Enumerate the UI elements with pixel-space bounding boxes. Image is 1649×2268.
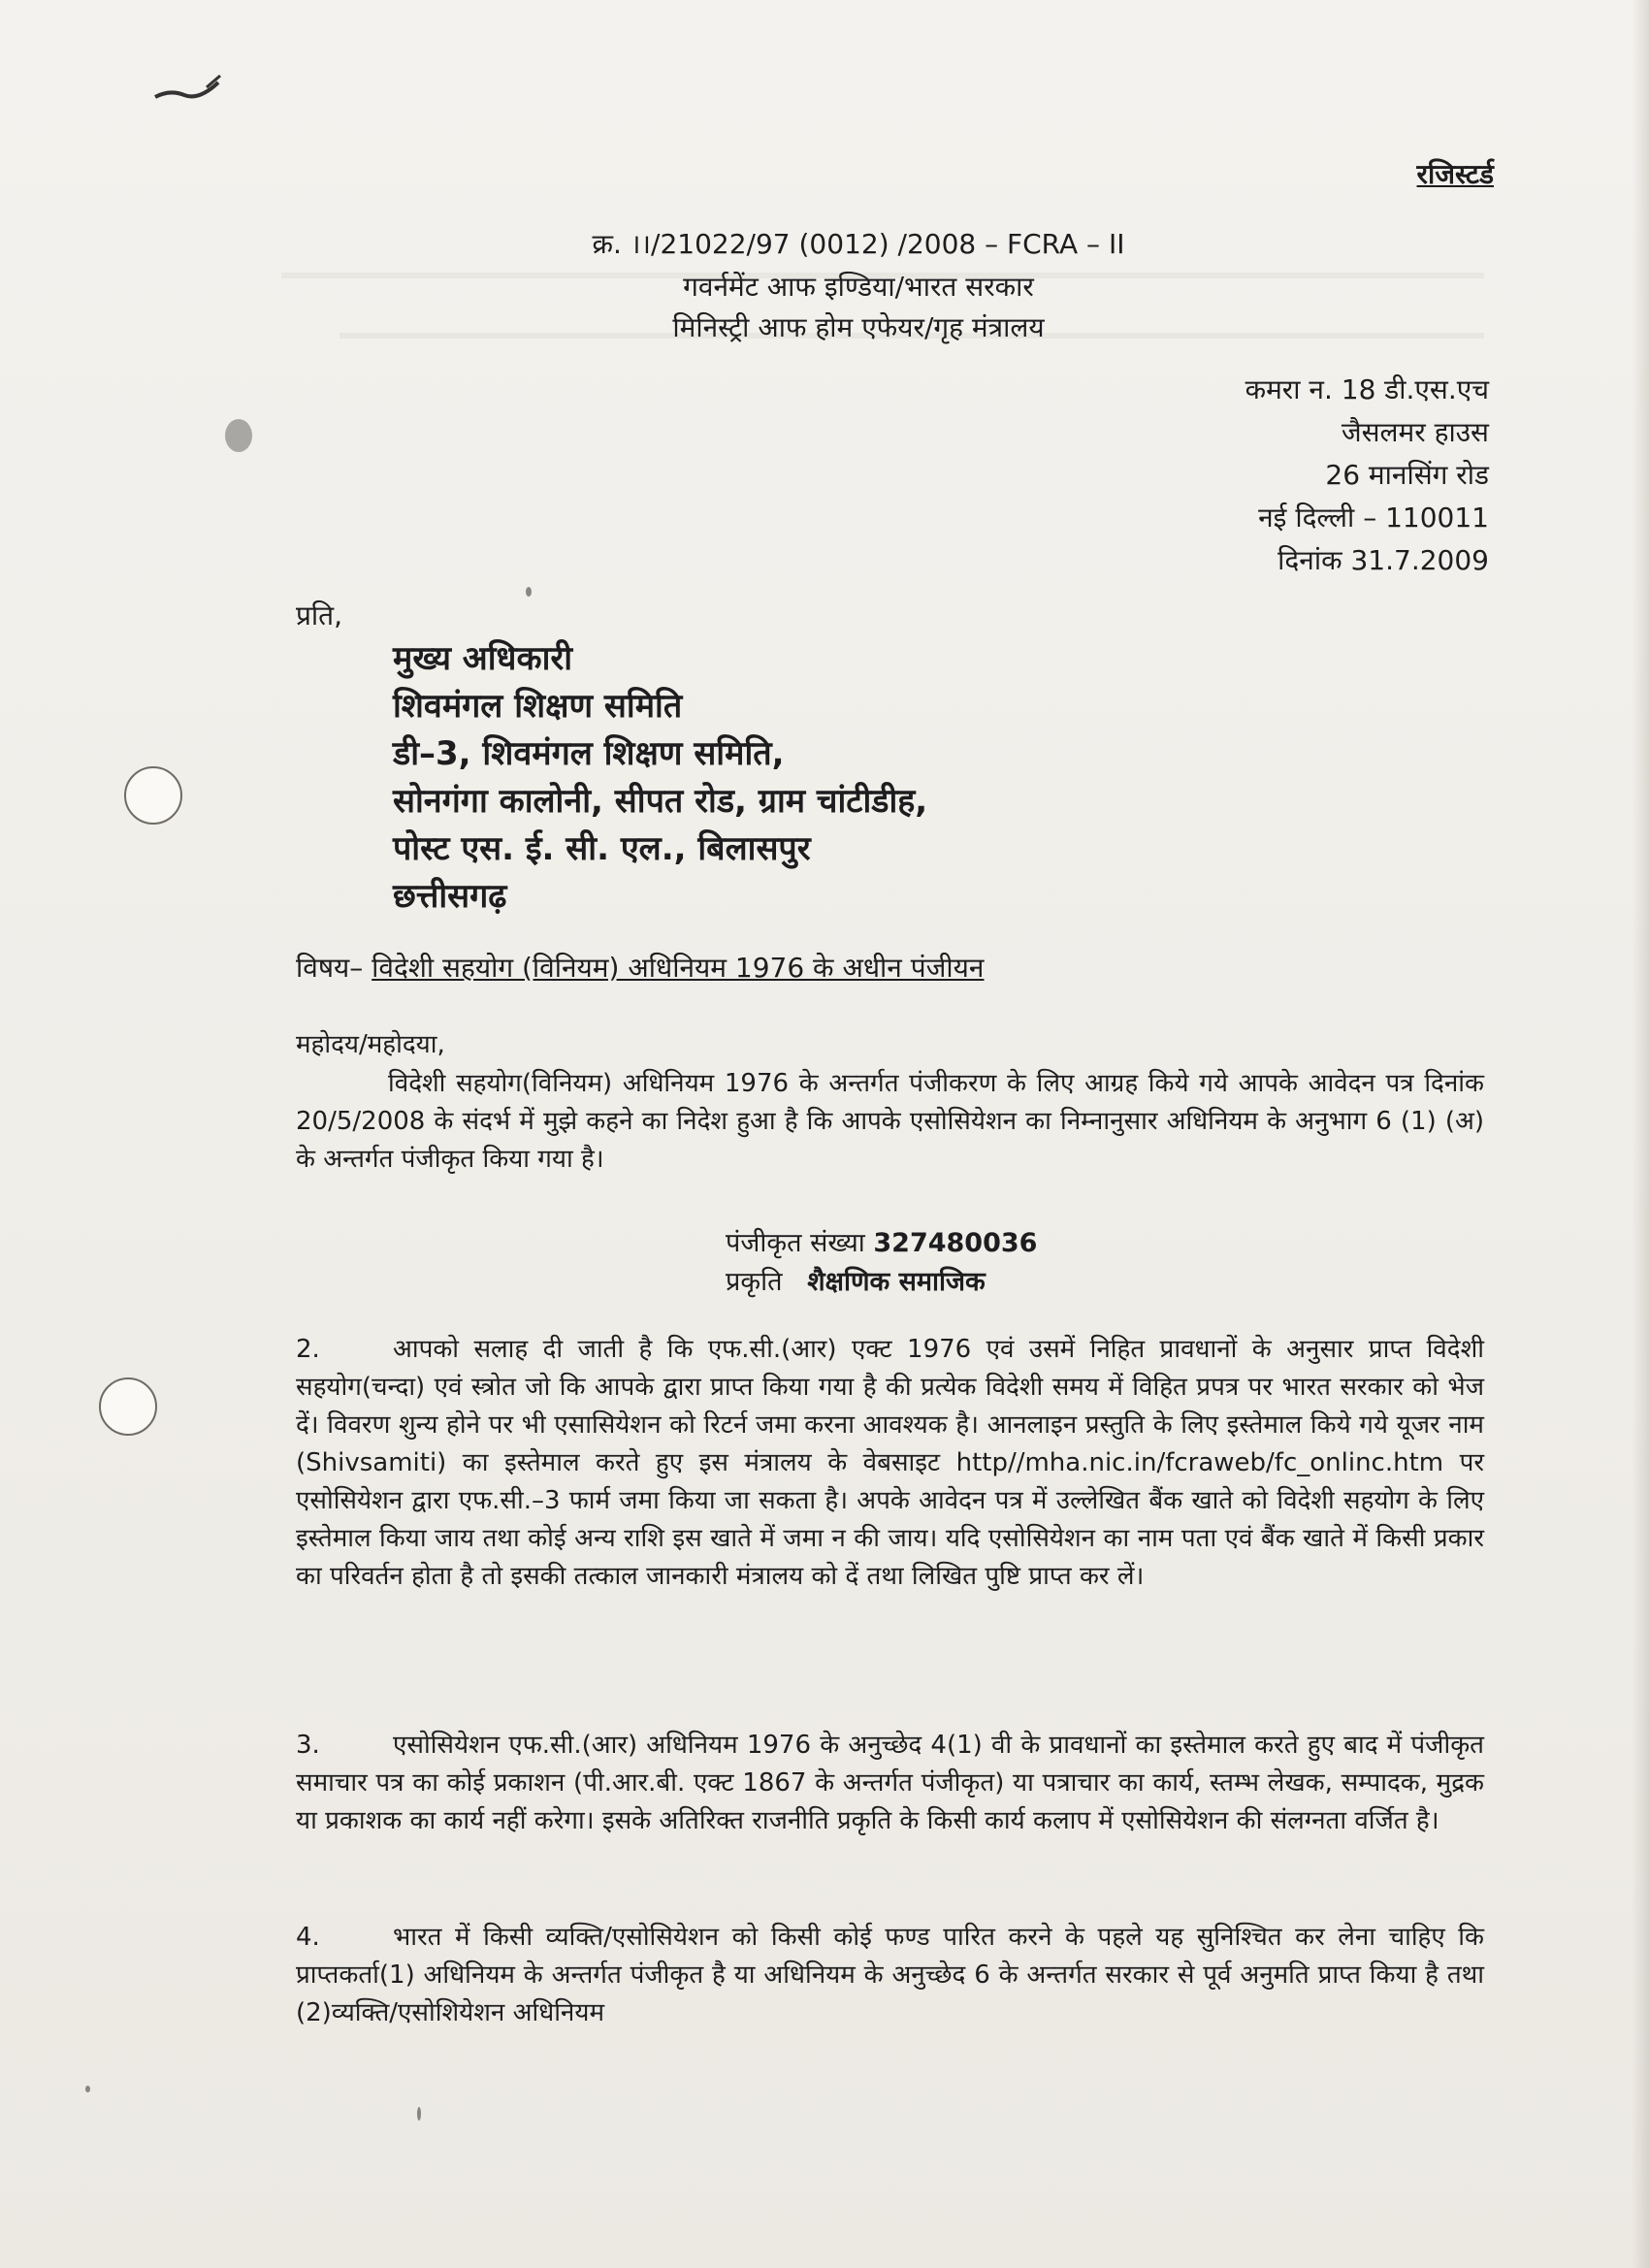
registration-nature-value: शैक्षणिक समाजिक	[807, 1267, 986, 1297]
recipient-line: पोस्ट एस. ई. सी. एल., बिलासपुर	[393, 829, 811, 868]
punch-hole-bottom	[99, 1377, 157, 1436]
reference-number: क्र. ।।/21022/97 (0012) /2008 – FCRA – II	[592, 228, 1125, 260]
registration-nature-label: प्रकृति	[726, 1267, 783, 1297]
intro-paragraph-text: विदेशी सहयोग(विनियम) अधिनियम 1976 के अन्तर्गत पंजीकरण के लिए आग्रह किये गये आपके आवेदन पत्र दिनांक 20/5/2008 के संदर्भ में मुझे कहने का निदेश हुआ है कि आपके एसोसियेशन का निम्नानुसार अधिनियम के अनुभाग 6 (1) (अ) के अन्तर्गत पंजीकृत किया गया है।	[296, 1069, 1484, 1174]
registration-details	[726, 1224, 1037, 1302]
salutation: महोदय/महोदया,	[296, 1030, 445, 1059]
registration-number-row	[726, 1224, 1037, 1263]
address-road: 26 मानसिंग रोड	[1325, 459, 1489, 491]
intro-paragraph	[296, 1065, 1484, 1179]
subject-line	[296, 949, 984, 986]
address-room: कमरा न. 18 डी.एस.एच	[1245, 373, 1489, 405]
ministry-line: मिनिस्ट्री आफ होम एफेयर/गृह मंत्रालय	[672, 311, 1045, 343]
subject-text: विदेशी सहयोग (विनियम) अधिनियम 1976 के अधीन पंजीयन	[372, 952, 985, 984]
to-label: प्रति,	[296, 599, 343, 632]
paragraph-text: आपको सलाह दी जाती है कि एफ.सी.(आर) एक्ट 1976 एवं उसमें निहित प्रावधानों के अनुसार प्राप्त विदेशी सहयोग(चन्दा) एवं स्त्रोत जो कि आपके द्वारा प्राप्त किया गया है की प्रत्येक विदेशी समय में विहित प्रपत्र पर भारत सरकार को भेज दें। विवरण शुन्य होने पर भी एसासियेशन को रिटर्न जमा करना आवश्यक है। आनलाइन प्रस्तुति के लिए इस्तेमाल किये गये यूजर नाम (Shivsamiti) का इस्तेमाल करते हुए इस मंत्रालय के वेबसाइट http//mha.nic.in/fcraweb/fc_onlinc.htm पर एसोसियेशन द्वारा एफ.सी.–3 फार्म जमा किया जा सकता है। अपके आवेदन पत्र में उल्लेखित बैंक खाते को विदेशी सहयोग के लिए इस्तेमाल किया जाय तथा कोई अन्य राशि इस खाते में जमा न की जाय। यदि एसोसियेशन का नाम पता एवं बैंक खाते में किसी प्रकार का परिवर्तन होता है तो इसकी तत्काल जानकारी मंत्रालय को दें तथा लिखित पुष्टि प्राप्त कर लें।	[296, 1335, 1484, 1591]
recipient-address	[393, 635, 927, 921]
letter-date: दिनांक 31.7.2009	[1277, 544, 1489, 576]
registration-number-label: पंजीकृत संख्या	[726, 1228, 865, 1258]
paragraph-number: 2.	[296, 1335, 320, 1364]
recipient-line: डी–3, शिवमंगल शिक्षण समिति,	[393, 734, 785, 773]
pen-mark	[150, 68, 228, 116]
paragraph-text: भारत में किसी व्यक्ति/एसोसियेशन को किसी कोई फण्ड पारित करने के पहले यह सुनिश्चित कर लेना चाहिए कि प्राप्तकर्ता(1) अधिनियम के अन्तर्गत पंजीकृत है या अधिनियम के अनुच्छेद 6 के अन्तर्गत सरकार से पूर्व अनुमति प्राप्त किया है तथा (2)व्यक्ति/एसोशियेशन अधिनियम	[296, 1923, 1484, 2027]
ink-speck-margin	[85, 2086, 90, 2092]
paragraph-number: 4.	[296, 1923, 320, 1952]
paragraph-4	[296, 1919, 1484, 2032]
recipient-line: मुख्य अधिकारी	[393, 639, 573, 678]
registered-label: रजिस्टर्ड	[1416, 158, 1494, 190]
ink-speck-bottom	[417, 2107, 421, 2121]
registration-number-value: 327480036	[873, 1228, 1038, 1258]
government-line: गवर्नमेंट आफ इण्डिया/भारत सरकार	[683, 271, 1034, 303]
paragraph-text: एसोसियेशन एफ.सी.(आर) अधिनियम 1976 के अनुच्छेद 4(1) वी के प्रावधानों का इस्तेमाल करते हुए बाद में पंजीकृत समाचार पत्र का कोई प्रकाशन (पी.आर.बी. एक्ट 1867 के अन्तर्गत पंजीकृत) या पत्राचार का कार्य, स्तम्भ लेखक, सम्पादक, मुद्रक या प्रकाशक का कार्य नहीं करेगा। इसके अतिरिक्त राजनीति प्रकृति के किसी कार्य कलाप में एसोसियेशन की संलग्नता वर्जित है।	[296, 1731, 1484, 1835]
registration-nature-row	[726, 1263, 1037, 1302]
punch-hole-top	[124, 766, 182, 825]
recipient-line: सोनगंगा कालोनी, सीपत रोड, ग्राम चांटीडीह,	[393, 782, 928, 821]
recipient-line: शिवमंगल शिक्षण समिति	[393, 687, 683, 726]
paragraph-3	[296, 1727, 1484, 1840]
paragraph-number: 3.	[296, 1731, 320, 1760]
subject-label: विषय–	[296, 952, 364, 984]
sender-address	[1028, 369, 1489, 582]
ink-speck-small	[526, 587, 532, 597]
recipient-line: छत्तीसगढ़	[393, 877, 507, 916]
address-building: जैसलमर हाउस	[1341, 416, 1489, 448]
paragraph-2	[296, 1331, 1484, 1596]
ink-speck	[225, 419, 252, 452]
page-edge-shadow	[1632, 0, 1649, 2268]
address-city: नई दिल्ली – 110011	[1258, 502, 1489, 534]
